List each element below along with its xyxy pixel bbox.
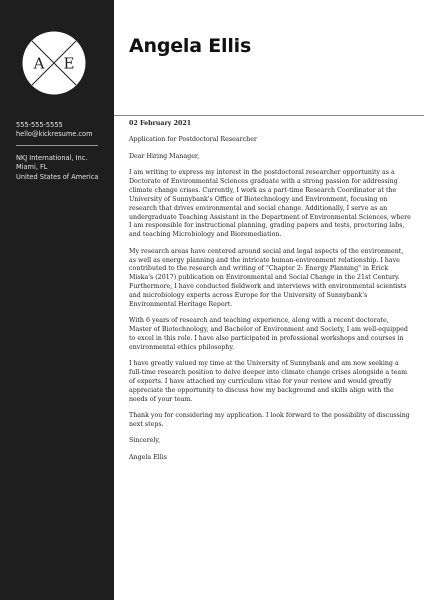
- contact-info: [16, 121, 112, 140]
- company-name: NKJ International, Inc.: [16, 154, 88, 162]
- monogram-logo: [22, 31, 86, 95]
- sidebar-divider: [16, 145, 98, 146]
- paragraph-1: I am writing to express my interest in the postdoctoral researcher opportunity as a Doctorate of Environmental Sciences graduate with a strong passion for addressing climate change crises. Currently, I work as a part-time Research Coordinator at the University of Sunnybank's Office of Biotechnology and Environment, focusing on research that drives environmental and social change. Additionally, I serve as an undergraduate Teaching Assistant in the Department of Environmental Sciences, where I am responsible for instructional planning, grading papers and tests, proctoring labs, and teaching Microbiology and Bioremediation.: [129, 168, 411, 239]
- email-address: hello@kickresume.com: [16, 130, 93, 139]
- signature: Angela Ellis: [129, 453, 167, 461]
- city: Miami, FL: [16, 163, 48, 172]
- paragraph-4: I have greatly valued my time at the University of Sunnybank and am now seeking a full-time research position to delve deeper into climate change crises alongside a team of experts. I have attached my curriculum vitae for your review and would greatly appreciate the opportunity to discuss how my background and skills align with the needs of your team.: [129, 360, 408, 404]
- recipient-address: [16, 154, 112, 182]
- monogram-letter-right: E: [63, 54, 75, 73]
- country: United States of America: [16, 172, 99, 181]
- applicant-name: Angela Ellis: [129, 35, 252, 57]
- letter-body: [129, 120, 411, 470]
- paragraph-5: Thank you for considering my application. I look forward to the possibility of discussing next steps.: [129, 412, 410, 429]
- paragraph-2: My research areas have centered around social and legal aspects of the environment, as well as energy planning and the intricate human-environment relationship. I have contributed to the research and writing of "Chapter 2: Energy Planning" in Erick Miska's (2017) publication on Environmental and Social Change in the 21st Century. Furthermore, I have conducted fieldwork and interviews with environmental scientists and microbiology experts across Europe for the University of Sunnybank's Environmental Heritage Report.: [129, 247, 407, 309]
- phone-number: 555-555-5555: [16, 121, 63, 129]
- header-divider: [114, 115, 424, 116]
- monogram-letter-left: A: [33, 54, 45, 73]
- sidebar: [0, 0, 114, 600]
- paragraph-3: With 6 years of research and teaching experience, along with a recent doctorate, Master of Biotechnology, and Bachelor of Environment and Society, I am well-equipped to excel in this role. I have also participated in professional workshops and courses in environmental ethics philosophy.: [129, 317, 408, 352]
- salutation: Dear Hiring Manager,: [129, 152, 200, 160]
- closing: Sincerely,: [129, 437, 161, 445]
- letter-subject: Application for Postdoctoral Researcher: [129, 136, 257, 144]
- letter-date: 02 February 2021: [129, 120, 192, 127]
